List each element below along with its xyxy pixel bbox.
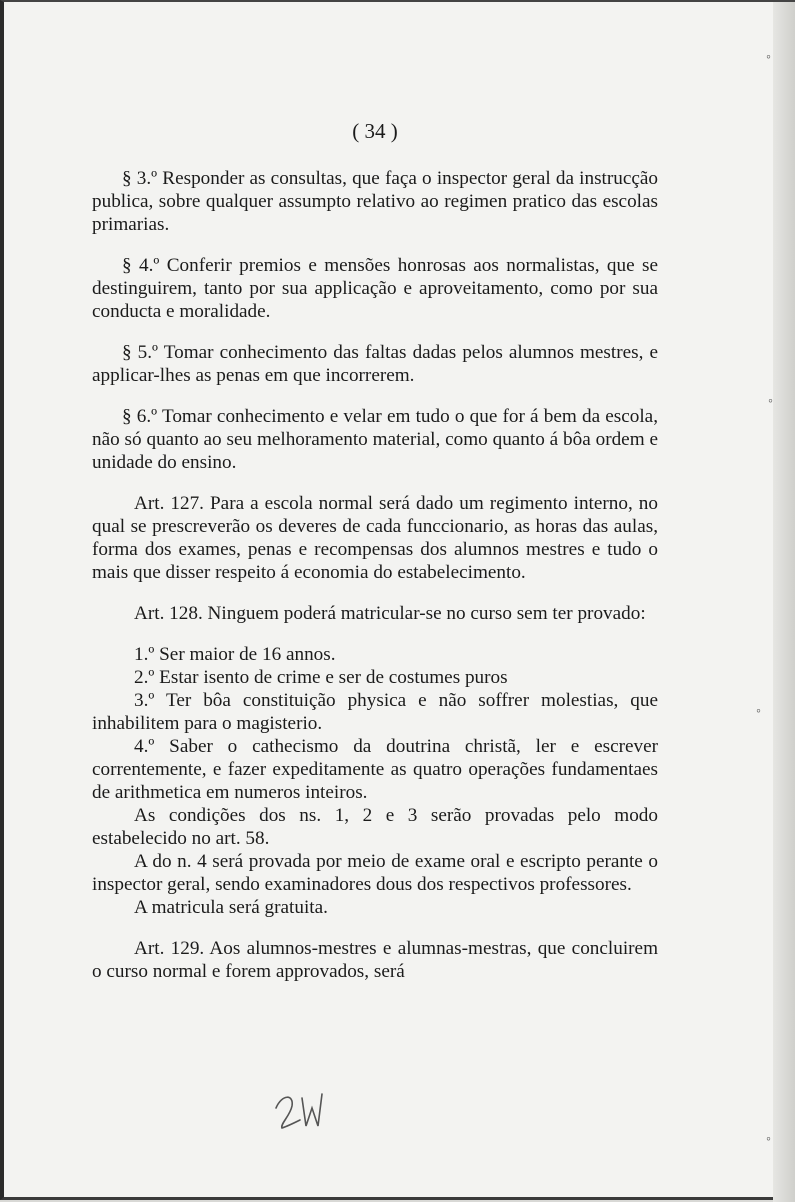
margin-speck: ◦ bbox=[756, 704, 761, 719]
margin-speck: ◦ bbox=[768, 394, 773, 409]
page-content bbox=[92, 120, 658, 983]
page-number: ( 34 ) bbox=[352, 119, 398, 143]
condition-paragraph: As condições dos ns. 1, 2 e 3 serão provadas pelo modo estabelecido no art. 58. bbox=[92, 805, 658, 849]
paragraph-section-5: § 5.º Tomar conhecimento das faltas dadas pelos alumnos mestres, e applicar-lhes as penas em que incorrerem. bbox=[92, 342, 658, 386]
paragraph-section-4: § 4.º Conferir premios e mensões honrosas aos normalistas, que se destinguirem, tanto por sua applicação e aproveitamento, como por sua conducta e moralidade. bbox=[92, 255, 658, 322]
margin-speck: ◦ bbox=[766, 1132, 771, 1147]
list-item: 2.º Estar isento de crime e ser de costumes puros bbox=[134, 667, 508, 688]
page-edge-shadow bbox=[773, 2, 795, 1202]
handwritten-annotation bbox=[272, 1080, 342, 1135]
paragraph-section-6: § 6.º Tomar conhecimento e velar em tudo o que for á bem da escola, não só quanto ao seu melhoramento material, como quanto á bôa ordem e unidade do ensino. bbox=[92, 406, 658, 473]
paragraph-article-127: Art. 127. Para a escola normal será dado um regimento interno, no qual se prescreverão os deveres de cada funccionario, as horas das aulas, forma dos exames, penas e recompensas dos alumnos mestres e tudo o mais que disser respeito á economia do estabelecimento. bbox=[92, 493, 658, 583]
condition-paragraph: A matricula será gratuita. bbox=[134, 897, 328, 918]
paragraph-article-129: Art. 129. Aos alumnos-mestres e alumnas-mestras, que concluirem o curso normal e forem approvados, será bbox=[92, 938, 658, 982]
paragraph-article-128: Art. 128. Ninguem poderá matricular-se no curso sem ter provado: bbox=[134, 603, 646, 624]
list-item: 3.º Ter bôa constituição physica e não soffrer molestias, que inhabilitem para o magisterio. bbox=[92, 690, 658, 734]
list-item: 1.º Ser maior de 16 annos. bbox=[134, 644, 336, 665]
paragraph-section-3: § 3.º Responder as consultas, que faça o inspector geral da instrucção publica, sobre qualquer assumpto relativo ao regimen pratico das escolas primarias. bbox=[92, 168, 658, 235]
condition-paragraph: A do n. 4 será provada por meio de exame oral e escripto perante o inspector geral, sendo examinadores dous dos respectivos professores. bbox=[92, 851, 658, 895]
list-item: 4.º Saber o cathecismo da doutrina christã, ler e escrever correntemente, e fazer expeditamente as quatro operações fundamentaes de arithmetica em numeros inteiros. bbox=[92, 736, 658, 803]
margin-speck: ◦ bbox=[766, 50, 771, 65]
